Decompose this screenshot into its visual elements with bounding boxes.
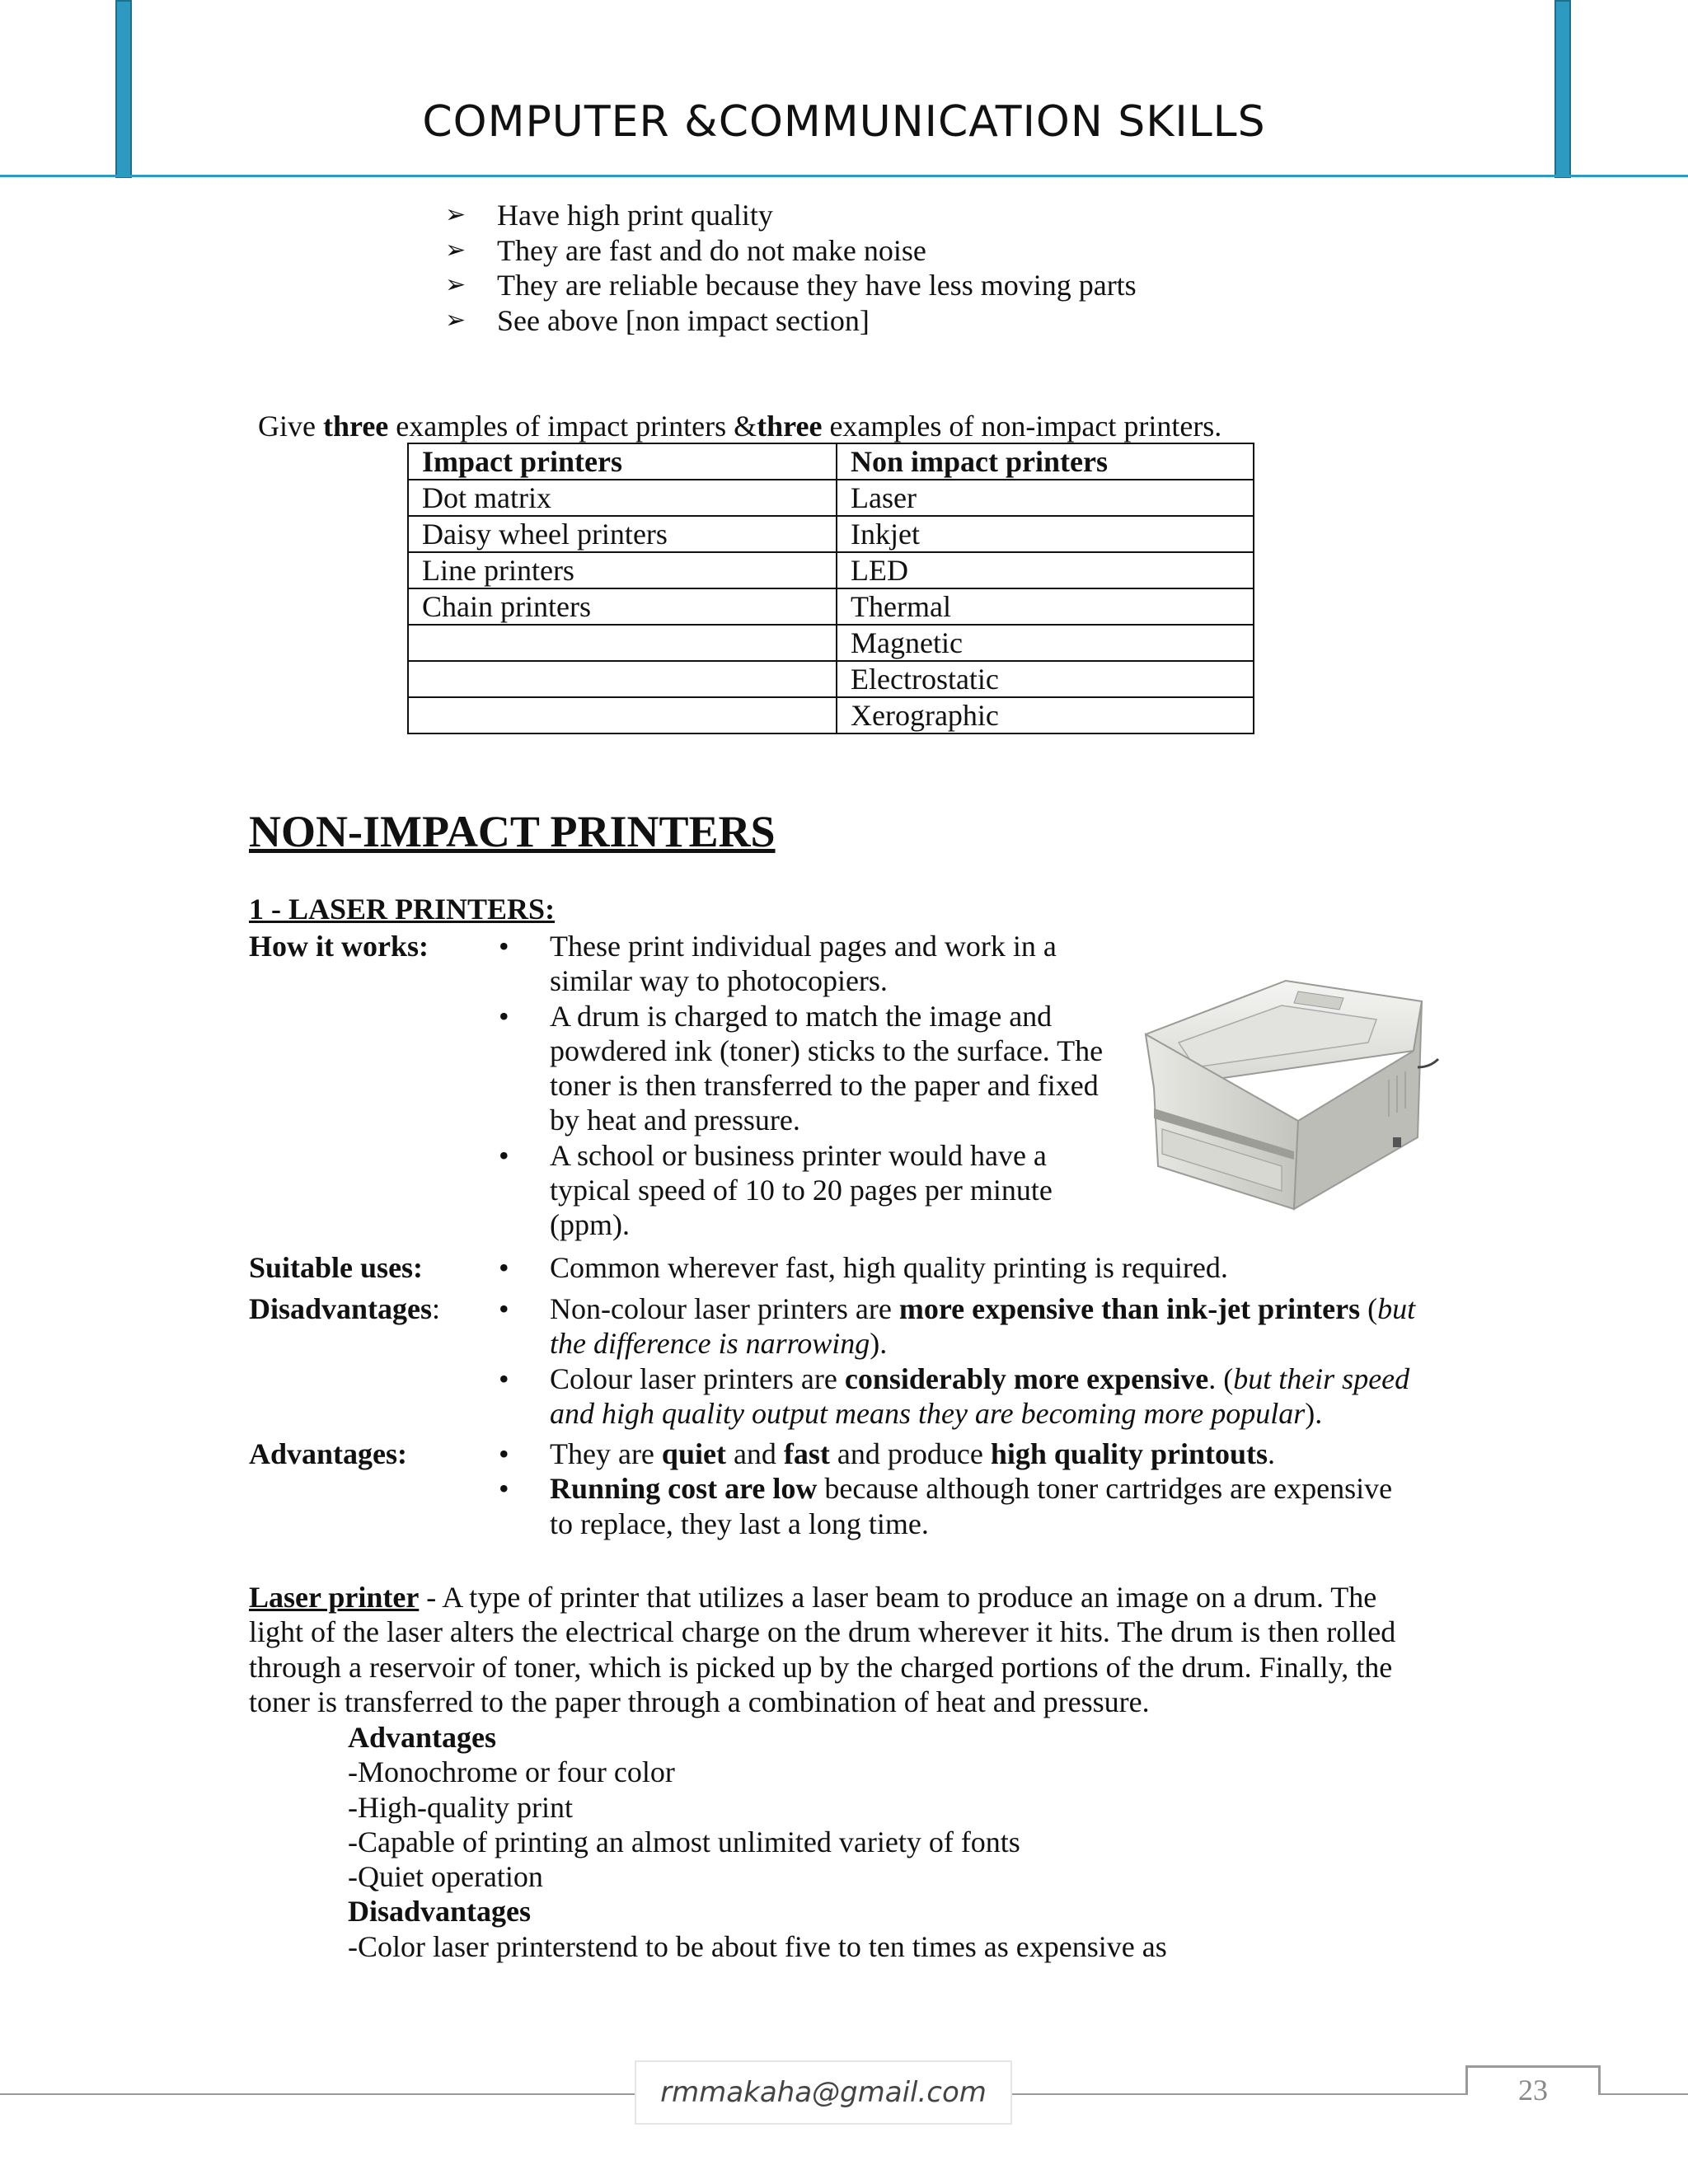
section-heading: NON-IMPACT PRINTERS: [249, 807, 776, 856]
table-row: [408, 697, 1254, 733]
table-cell: Line printers: [408, 552, 837, 588]
how-it-works-label: How it works:: [249, 930, 429, 963]
arrow-bullet-icon: ➢: [445, 270, 467, 299]
page-number: 23: [1518, 2074, 1548, 2107]
column-header: Non impact printers: [837, 443, 1254, 480]
laser-printer-image: [1129, 944, 1442, 1216]
footer-rule: [0, 2093, 635, 2095]
disadvantages-label: Disadvantages:: [249, 1292, 441, 1325]
table-cell: Dot matrix: [408, 480, 837, 516]
footer-rule: [1601, 2093, 1688, 2095]
arrow-bullet-icon: ➢: [445, 305, 467, 335]
table-cell: Daisy wheel printers: [408, 516, 837, 552]
footer-rule: [1012, 2093, 1465, 2095]
table-cell: Xerographic: [837, 697, 1254, 733]
bullet-icon: •: [499, 930, 509, 963]
disadvantages-heading: Disadvantages: [348, 1895, 532, 1929]
table-row: [408, 625, 1254, 661]
table-row: [408, 516, 1254, 552]
arrow-bullet-icon: ➢: [445, 235, 467, 265]
table-cell: Chain printers: [408, 588, 837, 625]
suitable-uses-label: Suitable uses:: [249, 1251, 424, 1284]
arrow-bullet-icon: ➢: [445, 200, 467, 229]
list-item: -Capable of printing an almost unlimited variety of fonts: [348, 1825, 1020, 1858]
table-header-row: [408, 443, 1254, 480]
disadvantages-list: • Non-colour laser printers are more expensive than ink-jet printers (but the difference is narrowing). • Colour laser printers are considerably more expensive. (but their speed and high quality output means they are becoming more popular).: [499, 1292, 1416, 1430]
feature-list: [445, 198, 1137, 338]
table-cell: Magnetic: [837, 625, 1254, 661]
header-accent-bar-right: [1554, 0, 1571, 178]
pros-cons-block: [348, 1720, 1167, 1964]
table-cell: Electrostatic: [837, 661, 1254, 697]
header-accent-bar-left: [115, 0, 132, 178]
table-cell: [408, 697, 837, 733]
bullet-icon: •: [499, 1000, 509, 1033]
header-rule: [0, 175, 1688, 177]
bullet-icon: •: [499, 1251, 509, 1284]
list-item: ➢ See above [non impact section]: [445, 303, 870, 337]
advantages-heading: Advantages: [348, 1721, 497, 1754]
table-row: [408, 480, 1254, 516]
table-row: [408, 552, 1254, 588]
table-row: [408, 588, 1254, 625]
how-it-works-list: • These print individual pages and work in a similar way to photocopiers. • A drum is charged to match the image and powdered ink (toner) sticks to the surface. The toner is then transferred to the paper and fixed by heat and pressure. • A school or business printer would have a typical speed of 10 to 20 pages per minute (ppm).: [499, 930, 1104, 1241]
list-item: ➢ Have high print quality: [445, 199, 773, 232]
table-cell: [408, 661, 837, 697]
list-item: -High-quality print: [348, 1790, 573, 1824]
table-cell: LED: [837, 552, 1254, 588]
bullet-icon: •: [499, 1139, 509, 1172]
advantages-list: • They are quiet and fast and produce high quality printouts. • Running cost are low because although toner cartridges are expensive to replace, they last a long time.: [499, 1437, 1393, 1540]
list-item: -Color laser printerstend to be about five to ten times as expensive as: [348, 1929, 1167, 1963]
laser-printer-definition: Laser printer - A type of printer that utilizes a laser beam to produce an image on a drum. The light of the laser alters the electrical charge on the drum wherever it hits. The drum is then rolled through a reservoir of toner, which is picked up by the charged portions of the drum. Finally, the toner is transferred to the paper through a combination of heat and pressure.: [249, 1581, 1396, 1718]
table-row: [408, 661, 1254, 697]
table-cell: Laser: [837, 480, 1254, 516]
table-cell: Inkjet: [837, 516, 1254, 552]
bullet-icon: •: [499, 1362, 509, 1395]
bullet-icon: •: [499, 1472, 509, 1505]
list-item: -Quiet operation: [348, 1860, 543, 1894]
defined-term: Laser printer: [249, 1581, 420, 1614]
advantages-label: Advantages:: [249, 1437, 408, 1470]
footer-email: rmmakaha@gmail.com: [635, 2060, 1012, 2125]
table-cell: Thermal: [837, 588, 1254, 625]
bullet-icon: •: [499, 1292, 509, 1325]
printer-examples-table: [407, 443, 1254, 734]
suitable-uses-list: • Common wherever fast, high quality printing is required.: [499, 1251, 1228, 1284]
page-title: COMPUTER &COMMUNICATION SKILLS: [422, 97, 1266, 147]
sub-heading: 1 - LASER PRINTERS:: [249, 893, 556, 926]
question-text: Give three examples of impact printers &three examples of non-impact printers.: [258, 410, 1222, 443]
list-item: -Monochrome or four color: [348, 1755, 675, 1789]
column-header: Impact printers: [408, 443, 837, 480]
bullet-icon: •: [499, 1437, 509, 1470]
table-cell: [408, 625, 837, 661]
list-item: ➢ They are fast and do not make noise: [445, 233, 926, 267]
list-item: ➢ They are reliable because they have less moving parts: [445, 269, 1137, 302]
